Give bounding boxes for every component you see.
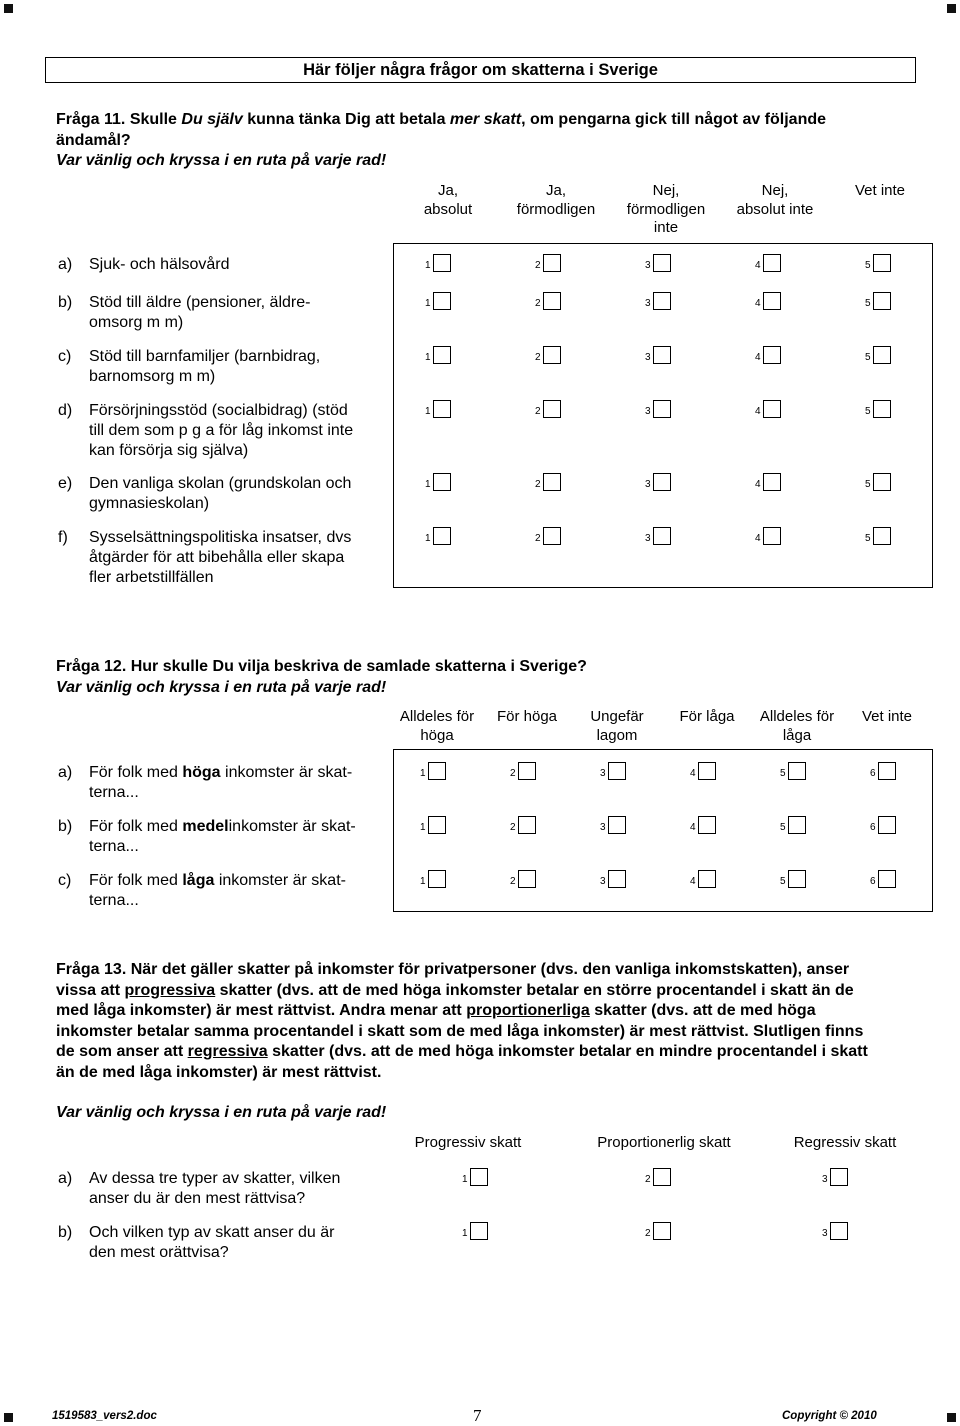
option-number: 5 [865,352,871,363]
row-text: För folk med medelinkomster är skat- terna... [89,818,356,855]
q12-row-3-option-2-checkbox[interactable] [510,870,536,888]
row-letter: c) [58,872,72,889]
row-text: Sjuk- och hälsovård [89,256,230,273]
q11-row-3-option-3-checkbox[interactable] [645,346,671,364]
row-letter: c) [58,348,72,365]
q12-row-3-option-4-checkbox[interactable] [690,870,716,888]
option-number: 3 [645,533,651,544]
option-number: 2 [510,876,516,887]
option-number: 1 [425,533,431,544]
q11-row-2-option-2-checkbox[interactable] [535,292,561,310]
q12-column-header-3: Ungefär lagom [590,708,644,744]
row-letter: b) [58,818,73,835]
checkbox-square[interactable] [433,527,451,545]
option-number: 4 [690,822,696,833]
checkbox-square[interactable] [543,254,561,272]
q13-column-header-1: Progressiv skatt [414,1134,522,1151]
q11-row-5-option-1-checkbox[interactable] [425,473,451,491]
checkbox-square[interactable] [543,400,561,418]
q11-row-6-option-4-checkbox[interactable] [755,527,781,545]
q11-row-1-option-2-checkbox[interactable] [535,254,561,272]
option-number: 5 [780,768,786,779]
question-13-instruction: Var vänlig och kryssa i en ruta på varje rad! [56,1104,387,1121]
checkbox-square[interactable] [433,292,451,310]
checkbox-square[interactable] [653,346,671,364]
option-number: 1 [462,1174,468,1185]
q11-row-6-option-5-checkbox[interactable] [865,527,891,545]
q11-row-3-option-4-checkbox[interactable] [755,346,781,364]
q12-row-2-option-3-checkbox[interactable] [600,816,626,834]
checkbox-square[interactable] [763,254,781,272]
corner-mark-bottom-left [4,1413,13,1422]
option-number: 4 [690,768,696,779]
option-number: 1 [462,1228,468,1239]
option-number: 2 [535,352,541,363]
checkbox-square[interactable] [788,870,806,888]
q13-row-1-option-3-checkbox[interactable] [822,1168,848,1186]
checkbox-square[interactable] [653,473,671,491]
checkbox-square[interactable] [653,527,671,545]
question-12-answer-frame [393,749,933,912]
row-text: Sysselsättningspolitiska insatser, dvs åtgärder för att bibehålla eller skapa fler arbetstillfällen [89,529,352,586]
q11-row-5-option-2-checkbox[interactable] [535,473,561,491]
option-number: 2 [535,298,541,309]
question-11-instruction: Var vänlig och kryssa i en ruta på varje rad! [56,152,387,169]
q13-row-2-option-1-checkbox[interactable] [462,1222,488,1240]
checkbox-square[interactable] [873,400,891,418]
q11-row-4-option-1-checkbox[interactable] [425,400,451,418]
checkbox-square[interactable] [433,254,451,272]
row-text: För folk med låga inkomster är skat- terna... [89,872,346,909]
checkbox-square[interactable] [543,473,561,491]
checkbox-square[interactable] [428,870,446,888]
row-letter: d) [58,402,73,419]
checkbox-square[interactable] [653,292,671,310]
row-text: För folk med höga inkomster är skat- terna... [89,764,353,801]
q11-column-header-4: Nej, absolut inte [736,182,814,218]
q11-row-1-option-3-checkbox[interactable] [645,254,671,272]
option-number: 5 [865,298,871,309]
checkbox-square[interactable] [873,254,891,272]
option-number: 6 [870,822,876,833]
q11-column-header-2: Ja, förmodligen [516,182,596,218]
checkbox-square[interactable] [518,816,536,834]
question-12-instruction: Var vänlig och kryssa i en ruta på varje rad! [56,679,387,696]
q11-column-header-3: Nej, förmodligen inte [626,182,706,236]
checkbox-square[interactable] [878,870,896,888]
q11-row-6-option-3-checkbox[interactable] [645,527,671,545]
option-number: 3 [645,479,651,490]
row-letter: a) [58,1170,73,1187]
checkbox-square[interactable] [878,762,896,780]
checkbox-square[interactable] [698,762,716,780]
q11-row-1-option-5-checkbox[interactable] [865,254,891,272]
option-number: 1 [425,352,431,363]
checkbox-square[interactable] [608,762,626,780]
q11-row-5-option-5-checkbox[interactable] [865,473,891,491]
option-number: 2 [645,1228,651,1239]
checkbox-square[interactable] [788,762,806,780]
checkbox-square[interactable] [653,254,671,272]
q11-row-4-option-2-checkbox[interactable] [535,400,561,418]
checkbox-square[interactable] [428,762,446,780]
q12-row-1-option-1-checkbox[interactable] [420,762,446,780]
q11-row-5-option-3-checkbox[interactable] [645,473,671,491]
q12-row-3-option-3-checkbox[interactable] [600,870,626,888]
option-number: 1 [420,822,426,833]
q12-column-header-4: För låga [679,708,735,725]
q12-row-2-option-1-checkbox[interactable] [420,816,446,834]
row-letter: b) [58,294,73,311]
option-number: 5 [780,822,786,833]
option-number: 3 [822,1228,828,1239]
option-number: 3 [600,876,606,887]
option-number: 3 [645,298,651,309]
checkbox-square[interactable] [518,762,536,780]
q12-row-2-option-6-checkbox[interactable] [870,816,896,834]
corner-mark-top-right [947,4,956,13]
row-letter: a) [58,764,73,781]
checkbox-square[interactable] [653,1168,671,1186]
q12-row-2-option-4-checkbox[interactable] [690,816,716,834]
option-number: 5 [865,533,871,544]
q11-row-1-option-1-checkbox[interactable] [425,254,451,272]
option-number: 2 [510,768,516,779]
question-13-text: Fråga 13. När det gäller skatter på inkomster för privatpersoner (dvs. den vanliga inkomstskatten), anser vissa att progressiva skatter (dvs. att de med höga inkomster betalar en större procentandel i skatt än de med låga inkomster) är mest rättvist. Andra menar att proportionerliga skatter (dvs. att de med höga inkomster betalar samma procentandel i skatt som de med låga inkomster) är mest rättvist. Slutligen finns de som anser att regressiva skatter (dvs. att de med höga inkomster betalar en mindre procentandel i skatt än de med låga inkomster) är mest rättvist. [56,961,868,1081]
footer-page-number: 7 [473,1406,482,1425]
option-number: 1 [420,768,426,779]
q11-row-1-option-4-checkbox[interactable] [755,254,781,272]
checkbox-square[interactable] [608,870,626,888]
q12-row-3-option-5-checkbox[interactable] [780,870,806,888]
checkbox-square[interactable] [763,346,781,364]
q11-row-4-option-4-checkbox[interactable] [755,400,781,418]
option-number: 1 [425,406,431,417]
footer-doc-name: 1519583_vers2.doc [52,1410,157,1422]
checkbox-square[interactable] [518,870,536,888]
checkbox-square[interactable] [428,816,446,834]
option-number: 4 [690,876,696,887]
checkbox-square[interactable] [873,473,891,491]
q11-row-2-option-4-checkbox[interactable] [755,292,781,310]
q13-row-2-option-3-checkbox[interactable] [822,1222,848,1240]
q12-row-3-option-1-checkbox[interactable] [420,870,446,888]
q11-row-3-option-2-checkbox[interactable] [535,346,561,364]
row-letter: a) [58,256,73,273]
question-11-text: Fråga 11. Skulle Du själv kunna tänka Dig att betala mer skatt, om pengarna gick till något av följande ändamål? [56,111,827,149]
q12-row-1-option-2-checkbox[interactable] [510,762,536,780]
row-letter: f) [58,529,68,546]
checkbox-square[interactable] [830,1222,848,1240]
option-number: 4 [755,533,761,544]
checkbox-square[interactable] [470,1222,488,1240]
checkbox-square[interactable] [433,400,451,418]
q11-row-4-option-5-checkbox[interactable] [865,400,891,418]
q12-row-1-option-3-checkbox[interactable] [600,762,626,780]
option-number: 5 [865,260,871,271]
q11-column-header-5: Vet inte [854,182,906,199]
option-number: 2 [535,260,541,271]
checkbox-square[interactable] [763,527,781,545]
q11-row-6-option-2-checkbox[interactable] [535,527,561,545]
row-text: Den vanliga skolan (grundskolan och gymnasieskolan) [89,475,352,512]
option-number: 6 [870,768,876,779]
q12-column-header-5: Alldeles för låga [759,708,835,744]
option-number: 2 [535,479,541,490]
checkbox-square[interactable] [878,816,896,834]
q11-row-2-option-3-checkbox[interactable] [645,292,671,310]
option-number: 2 [645,1174,651,1185]
page-title: Här följer några frågor om skatterna i Sverige [45,57,916,83]
option-number: 4 [755,260,761,271]
q13-column-header-2: Proportionerlig skatt [597,1134,731,1151]
checkbox-square[interactable] [698,870,716,888]
q12-row-2-option-5-checkbox[interactable] [780,816,806,834]
q11-row-3-option-1-checkbox[interactable] [425,346,451,364]
checkbox-square[interactable] [698,816,716,834]
option-number: 4 [755,406,761,417]
option-number: 4 [755,298,761,309]
row-text: Stöd till äldre (pensioner, äldre- omsorg m m) [89,294,311,331]
option-number: 3 [645,260,651,271]
q12-row-2-option-2-checkbox[interactable] [510,816,536,834]
checkbox-square[interactable] [608,816,626,834]
option-number: 2 [535,406,541,417]
footer-copyright: Copyright © 2010 [782,1410,877,1422]
checkbox-square[interactable] [470,1168,488,1186]
q11-column-header-1: Ja, absolut [423,182,473,218]
option-number: 6 [870,876,876,887]
row-text: Försörjningsstöd (socialbidrag) (stöd till dem som p g a för låg inkomst inte kan försörja sig själva) [89,402,354,459]
q12-row-1-option-6-checkbox[interactable] [870,762,896,780]
option-number: 1 [425,479,431,490]
option-number: 3 [822,1174,828,1185]
checkbox-square[interactable] [543,346,561,364]
checkbox-square[interactable] [873,292,891,310]
option-number: 5 [865,479,871,490]
row-text: Och vilken typ av skatt anser du är den mest orättvisa? [89,1224,335,1261]
option-number: 4 [755,352,761,363]
checkbox-square[interactable] [653,1222,671,1240]
option-number: 1 [425,260,431,271]
option-number: 1 [425,298,431,309]
option-number: 5 [780,876,786,887]
checkbox-square[interactable] [653,400,671,418]
checkbox-square[interactable] [873,346,891,364]
q13-row-1-option-2-checkbox[interactable] [645,1168,671,1186]
option-number: 3 [600,822,606,833]
option-number: 3 [600,768,606,779]
option-number: 2 [510,822,516,833]
q11-row-2-option-5-checkbox[interactable] [865,292,891,310]
option-number: 5 [865,406,871,417]
q13-row-1-option-1-checkbox[interactable] [462,1168,488,1186]
q12-column-header-1: Alldeles för höga [399,708,475,744]
option-number: 1 [420,876,426,887]
q11-row-5-option-4-checkbox[interactable] [755,473,781,491]
q11-row-2-option-1-checkbox[interactable] [425,292,451,310]
row-letter: b) [58,1224,73,1241]
row-text: Stöd till barnfamiljer (barnbidrag, barnomsorg m m) [89,348,321,385]
q12-row-1-option-5-checkbox[interactable] [780,762,806,780]
checkbox-square[interactable] [433,346,451,364]
option-number: 4 [755,479,761,490]
q12-column-header-6: Vet inte [861,708,913,725]
q12-row-1-option-4-checkbox[interactable] [690,762,716,780]
corner-mark-bottom-right [947,1413,956,1422]
checkbox-square[interactable] [830,1168,848,1186]
q13-row-2-option-2-checkbox[interactable] [645,1222,671,1240]
q12-row-3-option-6-checkbox[interactable] [870,870,896,888]
q13-column-header-3: Regressiv skatt [793,1134,897,1151]
checkbox-square[interactable] [873,527,891,545]
q11-row-6-option-1-checkbox[interactable] [425,527,451,545]
q11-row-4-option-3-checkbox[interactable] [645,400,671,418]
q12-column-header-2: För höga [496,708,558,725]
question-12-text: Fråga 12. Hur skulle Du vilja beskriva de samlade skatterna i Sverige? [56,658,587,675]
option-number: 3 [645,352,651,363]
row-letter: e) [58,475,73,492]
corner-mark-top-left [4,4,13,13]
q11-row-3-option-5-checkbox[interactable] [865,346,891,364]
checkbox-square[interactable] [763,292,781,310]
checkbox-square[interactable] [543,292,561,310]
checkbox-square[interactable] [543,527,561,545]
option-number: 2 [535,533,541,544]
checkbox-square[interactable] [763,400,781,418]
checkbox-square[interactable] [763,473,781,491]
checkbox-square[interactable] [788,816,806,834]
row-text: Av dessa tre typer av skatter, vilken anser du är den mest rättvisa? [89,1170,341,1207]
checkbox-square[interactable] [433,473,451,491]
option-number: 3 [645,406,651,417]
